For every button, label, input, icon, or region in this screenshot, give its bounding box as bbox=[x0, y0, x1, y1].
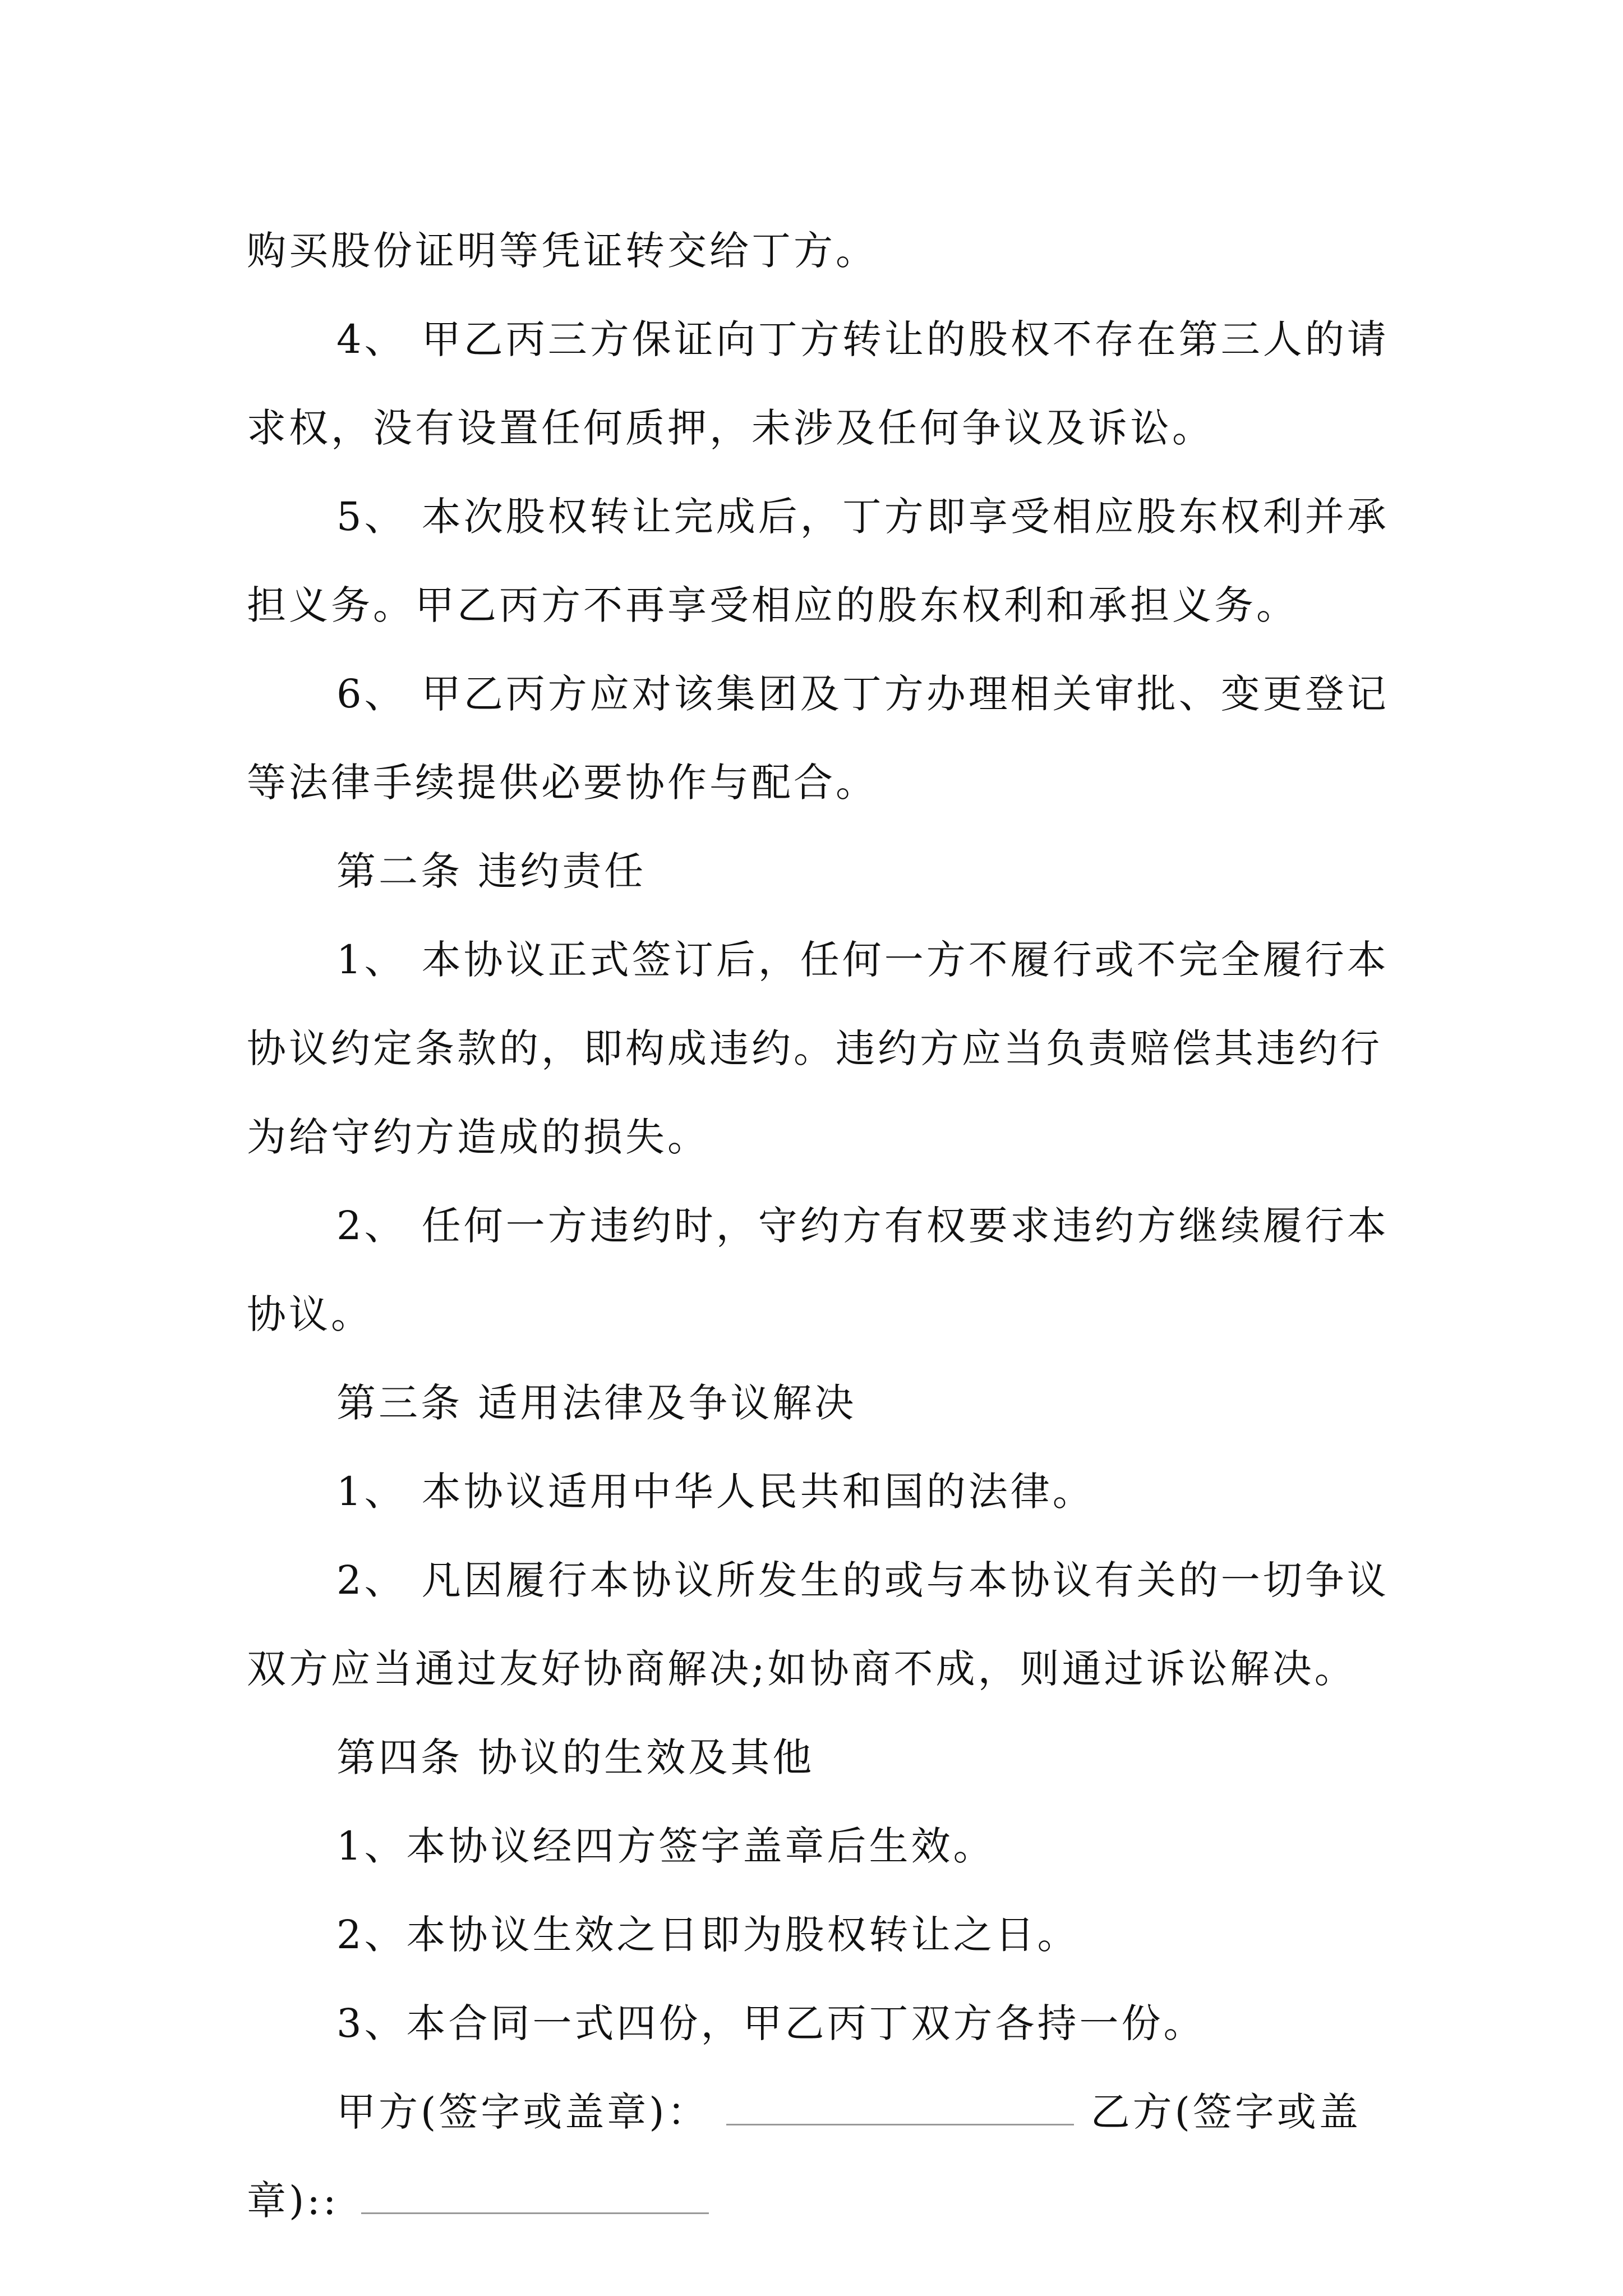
section-heading-article-4: 第四条 协议的生效及其他 bbox=[336, 1734, 815, 1780]
section-heading-article-2: 第二条 违约责任 bbox=[336, 848, 647, 894]
paragraph-clause-5: 5、 本次股权转让完成后，丁方即享受相应股东权利并承担义务。甲乙丙方不再享受相应的股东权利和承担义务。 bbox=[247, 494, 1389, 628]
paragraph-continuation: 购买股份证明等凭证转交给丁方。 bbox=[247, 228, 878, 274]
party-b-signature-label: 乙方(签字或盖 bbox=[1090, 2089, 1361, 2135]
paragraph-article-3-item-1: 1、 本协议适用中华人民共和国的法律。 bbox=[336, 1469, 1095, 1515]
party-a-signature-blank[interactable] bbox=[726, 2096, 1074, 2125]
party-a-signature-label: 甲方(签字或盖章)： bbox=[336, 2089, 709, 2135]
paragraph-article-2-item-1: 1、 本协议正式签订后，任何一方不履行或不完全履行本协议约定条款的，即构成违约。违约方应当负责赔偿其违约行为给守约方造成的损失。 bbox=[247, 937, 1389, 1160]
party-b-signature-blank[interactable] bbox=[361, 2184, 709, 2214]
party-b-signature-label-cont: 章):: bbox=[247, 2178, 339, 2224]
paragraph-article-3-item-2: 2、 凡因履行本协议所发生的或与本协议有关的一切争议双方应当通过友好协商解决;如协商不成，则通过诉讼解决。 bbox=[247, 1557, 1389, 1692]
paragraph-clause-6: 6、 甲乙丙方应对该集团及丁方办理相关审批、变更登记等法律手续提供必要协作与配合。 bbox=[247, 671, 1389, 806]
paragraph-clause-4: 4、 甲乙丙三方保证向丁方转让的股权不存在第三人的请求权，没有设置任何质押，未涉及任何争议及诉讼。 bbox=[247, 316, 1389, 451]
paragraph-article-4-item-1: 1、本协议经四方签字盖章后生效。 bbox=[336, 1823, 995, 1869]
signature-line bbox=[247, 2068, 1391, 2245]
paragraph-article-2-item-2: 2、 任何一方违约时，守约方有权要求违约方继续履行本协议。 bbox=[247, 1203, 1389, 1337]
paragraph-article-4-item-3: 3、本合同一式四份，甲乙丙丁双方各持一份。 bbox=[336, 2000, 1206, 2046]
document-body bbox=[247, 206, 1391, 2245]
section-heading-article-3: 第三条 适用法律及争议解决 bbox=[336, 1380, 857, 1426]
paragraph-article-4-item-2: 2、本协议生效之日即为股权转让之日。 bbox=[336, 1912, 1080, 1958]
